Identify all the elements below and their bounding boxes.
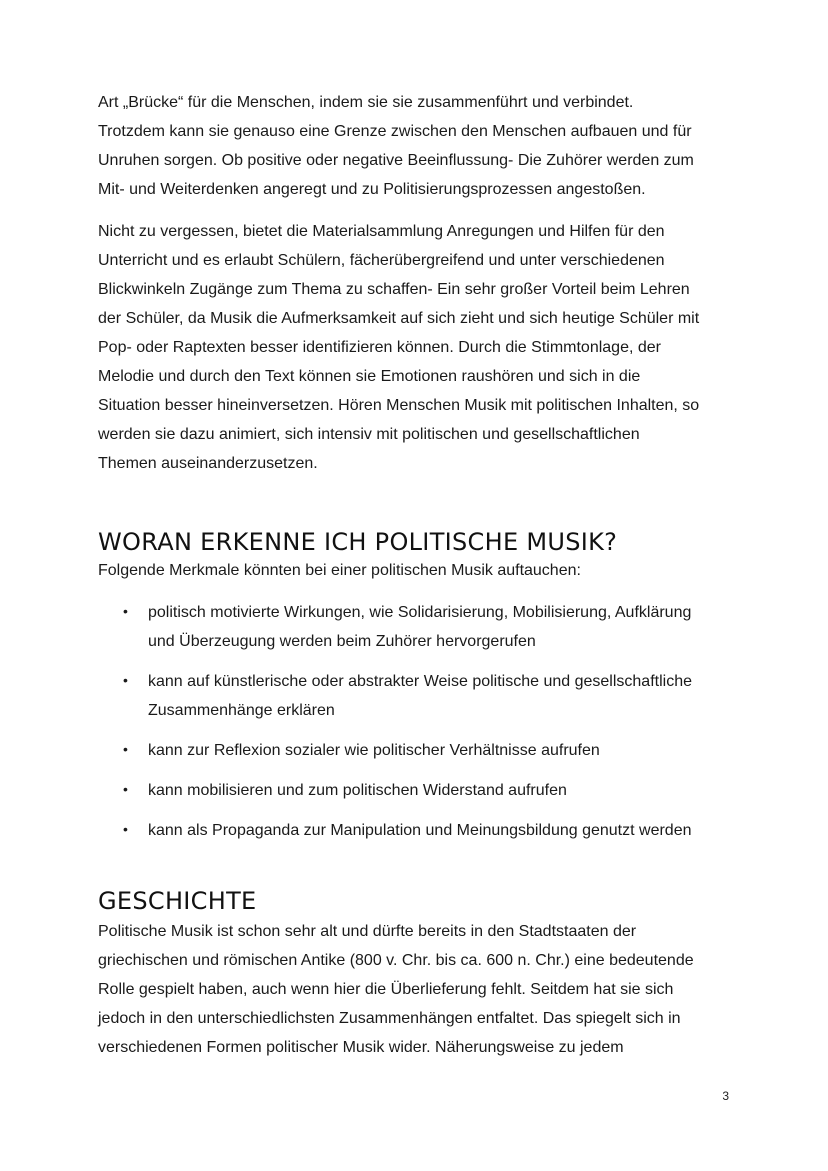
text-line: Zusammenhänge erklären xyxy=(148,702,335,719)
text-line: Pop- oder Raptexten besser identifizieren können. Durch die Stimmtonlage, der xyxy=(98,339,661,356)
bullet-icon: • xyxy=(123,741,128,757)
text-line: Rolle gespielt haben, auch wenn hier die Überlieferung fehlt. Seitdem hat sie sich xyxy=(98,981,674,998)
bullet-icon: • xyxy=(123,672,128,688)
paragraph-geschichte xyxy=(98,917,738,1062)
text-line: kann auf künstlerische oder abstrakter Weise politische und gesellschaftliche xyxy=(148,673,692,690)
list-item xyxy=(98,598,738,656)
text-line: Mit- und Weiterdenken angeregt und zu Politisierungsprozessen angestoßen. xyxy=(98,181,646,198)
paragraph-materialsammlung xyxy=(98,217,738,478)
text-line: Unruhen sorgen. Ob positive oder negative Beeinflussung- Die Zuhörer werden zum xyxy=(98,152,694,169)
list-item xyxy=(98,736,738,765)
text-line: Trotzdem kann sie genauso eine Grenze zwischen den Menschen aufbauen und für xyxy=(98,123,692,140)
text-line: der Schüler, da Musik die Aufmerksamkeit auf sich zieht und sich heutige Schüler mit xyxy=(98,310,700,327)
text-line: Themen auseinanderzusetzen. xyxy=(98,455,318,472)
text-line: Unterricht und es erlaubt Schülern, fächerübergreifend und unter verschiedenen xyxy=(98,252,665,269)
text-line: Situation besser hineinversetzen. Hören Menschen Musik mit politischen Inhalten, so xyxy=(98,397,700,414)
heading-geschichte: GESCHICHTE xyxy=(98,887,257,915)
list-item xyxy=(98,667,738,725)
document-page xyxy=(98,88,738,1062)
paragraph-bruecke xyxy=(98,88,738,204)
text-line: politisch motivierte Wirkungen, wie Solidarisierung, Mobilisierung, Aufklärung xyxy=(148,604,692,621)
text-line: verschiedenen Formen politischer Musik wider. Näherungsweise zu jedem xyxy=(98,1039,624,1056)
bullet-icon: • xyxy=(123,781,128,797)
bullet-icon: • xyxy=(123,603,128,619)
bullet-icon: • xyxy=(123,821,128,837)
merkmale-list xyxy=(98,598,738,845)
text-line: jedoch in den unterschiedlichsten Zusammenhängen entfaltet. Das spiegelt sich in xyxy=(98,1010,681,1027)
text-line: kann zur Reflexion sozialer wie politischer Verhältnisse aufrufen xyxy=(148,742,600,759)
list-item xyxy=(98,816,738,845)
text-line: griechischen und römischen Antike (800 v. Chr. bis ca. 600 n. Chr.) eine bedeutende xyxy=(98,952,694,969)
text-line: kann als Propaganda zur Manipulation und Meinungsbildung genutzt werden xyxy=(148,822,692,839)
heading-politische-musik: WORAN ERKENNE ICH POLITISCHE MUSIK? xyxy=(98,528,618,556)
text-line: Nicht zu vergessen, bietet die Materialsammlung Anregungen und Hilfen für den xyxy=(98,223,665,240)
text-line: kann mobilisieren und zum politischen Widerstand aufrufen xyxy=(148,782,567,799)
list-item xyxy=(98,776,738,805)
merkmale-intro: Folgende Merkmale könnten bei einer politischen Musik auftauchen: xyxy=(98,562,581,579)
text-line: Art „Brücke“ für die Menschen, indem sie sie zusammenführt und verbindet. xyxy=(98,94,634,111)
text-line: Politische Musik ist schon sehr alt und dürfte bereits in den Stadtstaaten der xyxy=(98,923,637,940)
text-line: und Überzeugung werden beim Zuhörer hervorgerufen xyxy=(148,633,536,650)
text-line: Melodie und durch den Text können sie Emotionen raushören und sich in die xyxy=(98,368,641,385)
page-number: 3 xyxy=(722,1089,729,1103)
text-line: werden sie dazu animiert, sich intensiv mit politischen und gesellschaftlichen xyxy=(98,426,640,443)
text-line: Blickwinkeln Zugänge zum Thema zu schaffen- Ein sehr großer Vorteil beim Lehren xyxy=(98,281,690,298)
